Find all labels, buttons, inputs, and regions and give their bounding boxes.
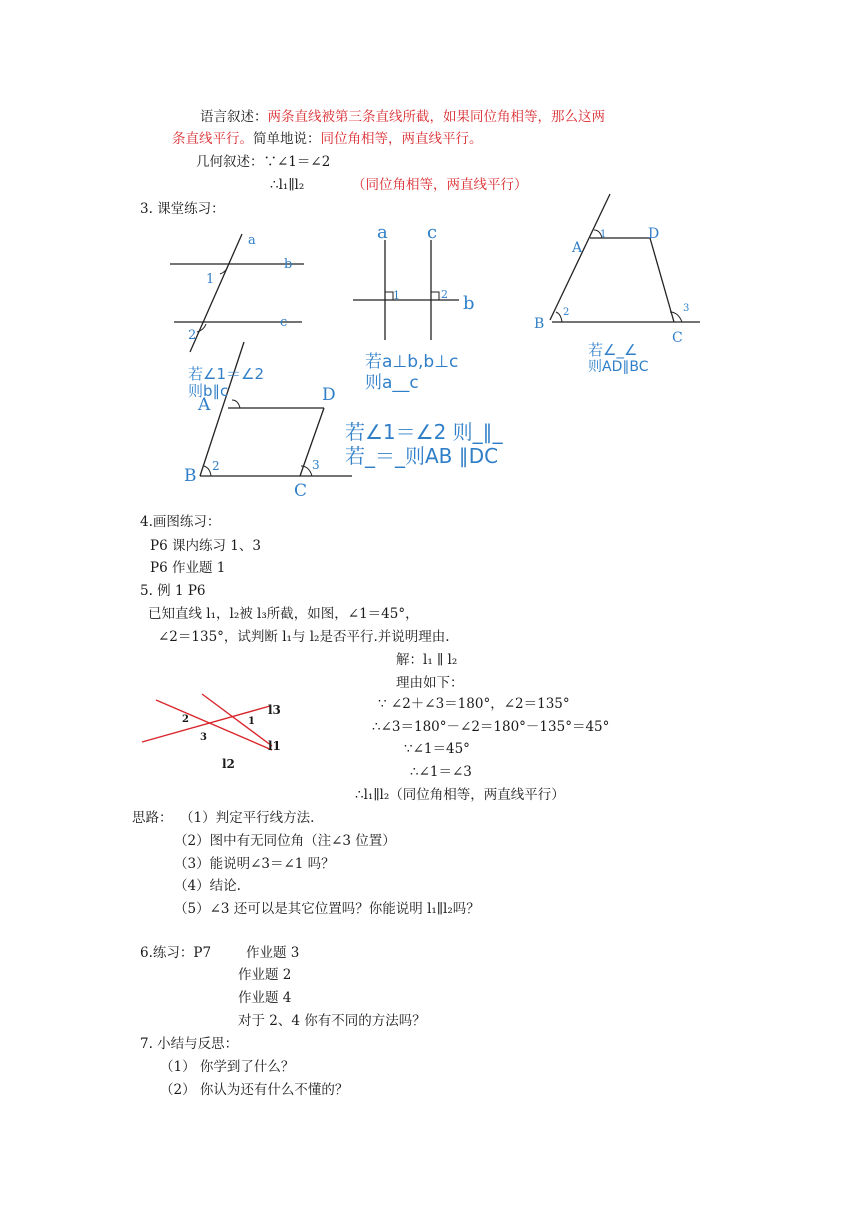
section7-item: （2） 你认为还有什么不懂的？ <box>160 1082 349 1098</box>
line-l2-segment <box>202 694 272 746</box>
thinking-item: （4）结论. <box>174 878 241 894</box>
label-angle1: 1 <box>206 272 215 287</box>
line-a <box>190 234 242 352</box>
label-angle3: 3 <box>312 458 320 472</box>
section4-item1: P6 课内练习 1、3 <box>150 538 261 554</box>
step3: ∵∠1＝45° <box>404 741 470 757</box>
section3-title: 3. 课堂练习： <box>140 201 225 217</box>
lang-text-1: 两条直线被第三条直线所截，如果同位角相等，那么这两 <box>267 109 605 125</box>
solution: 解：l₁ ∥ l₂ <box>396 652 458 668</box>
step4: ∴∠1＝∠3 <box>410 764 472 780</box>
angle1-arc <box>232 400 240 408</box>
segment-dc <box>650 238 674 322</box>
angle2-arc <box>556 312 562 322</box>
step1: ∵ ∠2＋∠3＝180°，∠2＝135° <box>378 696 570 712</box>
figure-parallelogram <box>180 340 360 500</box>
section4-title: 4.画图练习： <box>140 514 221 530</box>
label-angle1: 1 <box>600 229 607 240</box>
fig2-caption-2: 则a__c <box>365 373 419 393</box>
label-angle2: 2 <box>212 459 220 473</box>
figure-trapezoid <box>530 190 710 350</box>
simple-label: 简单地说： <box>253 131 321 147</box>
geo-statement <box>196 153 330 171</box>
fig1-caption-1: 若∠1＝∠2 <box>188 365 264 383</box>
fig3-caption-2: 则AD∥BC <box>588 359 649 375</box>
label-C: C <box>672 330 683 346</box>
section7-title: 7. 小结与反思： <box>140 1036 239 1052</box>
label-B: B <box>184 466 197 486</box>
label-angle3: 3 <box>683 303 690 314</box>
fig1-caption-2: 则b∥c <box>188 382 229 400</box>
section5-title: 5. 例 1 P6 <box>140 583 206 599</box>
label-c: c <box>280 315 288 330</box>
figure-example <box>138 688 288 774</box>
geo-reason: （同位角相等，两直线平行） <box>352 177 528 193</box>
figure-parallel-bc <box>160 226 310 354</box>
label-angle2: 2 <box>563 307 570 318</box>
problem-line2: ∠2＝135°，试判断 l₁与 l₂是否平行.并说明理由. <box>158 629 450 645</box>
problem-line1: 已知直线 l₁，l₂被 l₃所截，如图，∠1＝45°， <box>148 606 419 622</box>
label-D: D <box>322 385 336 405</box>
geo-therefore: ∴l₁∥l₂ <box>270 177 305 193</box>
lang-statement-cont <box>172 130 483 148</box>
label-a: a <box>377 222 388 243</box>
label-D: D <box>648 226 660 242</box>
label-b: b <box>284 257 293 272</box>
fig4-caption-2: 若_＝_则AB ∥DC <box>345 444 499 468</box>
section6-item: 作业题 3 <box>246 945 300 961</box>
label-C: C <box>294 481 308 500</box>
simple-text: 同位角相等，两直线平行。 <box>320 131 483 147</box>
lang-text-2: 条直线平行。 <box>172 131 253 147</box>
label-b: b <box>463 293 475 314</box>
lang-statement <box>200 108 605 126</box>
label-angle2: 2 <box>188 328 197 343</box>
label-l3: l3 <box>268 703 281 717</box>
step2: ∴∠3＝180°－∠2＝180°－135°＝45° <box>372 719 610 735</box>
label-A: A <box>198 395 211 415</box>
reason-title: 理由如下： <box>396 675 464 691</box>
line-ab-extended <box>550 194 610 320</box>
step5: ∴l₁∥l₂（同位角相等，两直线平行） <box>355 787 565 803</box>
geo-label: 几何叙述： <box>196 154 264 170</box>
thinking-item: （2）图中有无同位角（注∠3 位置） <box>174 833 396 849</box>
label-angle2: 2 <box>441 288 448 301</box>
label-B: B <box>534 316 545 332</box>
section7-item: （1） 你学到了什么？ <box>160 1059 295 1075</box>
thinking-item: （1）判定平行线方法. <box>180 810 315 826</box>
lang-label: 语言叙述： <box>200 109 268 125</box>
right-angle-2 <box>431 292 439 300</box>
section6-title: 6.练习：P7 <box>140 945 212 961</box>
thinking-item: （5）∠3 还可以是其它位置吗？你能说明 l₁∥l₂吗？ <box>174 901 480 917</box>
label-l2: l2 <box>222 757 235 771</box>
label-angle3: 3 <box>200 732 207 743</box>
geo-conclusion <box>270 176 304 194</box>
fig4-caption-1: 若∠1＝∠2 则_∥_ <box>345 420 503 444</box>
label-a: a <box>248 233 256 248</box>
section6-item: 作业题 2 <box>238 967 292 983</box>
right-angle-1 <box>385 292 393 300</box>
fig3-caption-1: 若∠_∠ <box>588 341 638 359</box>
label-angle2: 2 <box>182 714 189 725</box>
label-A: A <box>572 240 583 256</box>
section6-item: 对于 2、4 你有不同的方法吗？ <box>238 1013 426 1029</box>
thinking-label: 思路： <box>132 810 173 826</box>
section6-item: 作业题 4 <box>238 990 292 1006</box>
label-c: c <box>427 222 438 243</box>
label-angle1: 1 <box>393 289 400 302</box>
geo-given: ∵∠1＝∠2 <box>263 154 331 170</box>
angle2-arc <box>204 466 211 476</box>
figure-perpendicular <box>345 222 485 342</box>
section4-item2: P6 作业题 1 <box>150 560 226 576</box>
label-angle1: 1 <box>248 716 255 727</box>
fig2-caption-1: 若a⊥b,b⊥c <box>365 352 459 372</box>
label-l1: l1 <box>268 739 281 753</box>
thinking-item: （3）能说明∠3＝∠1 吗？ <box>174 856 335 872</box>
